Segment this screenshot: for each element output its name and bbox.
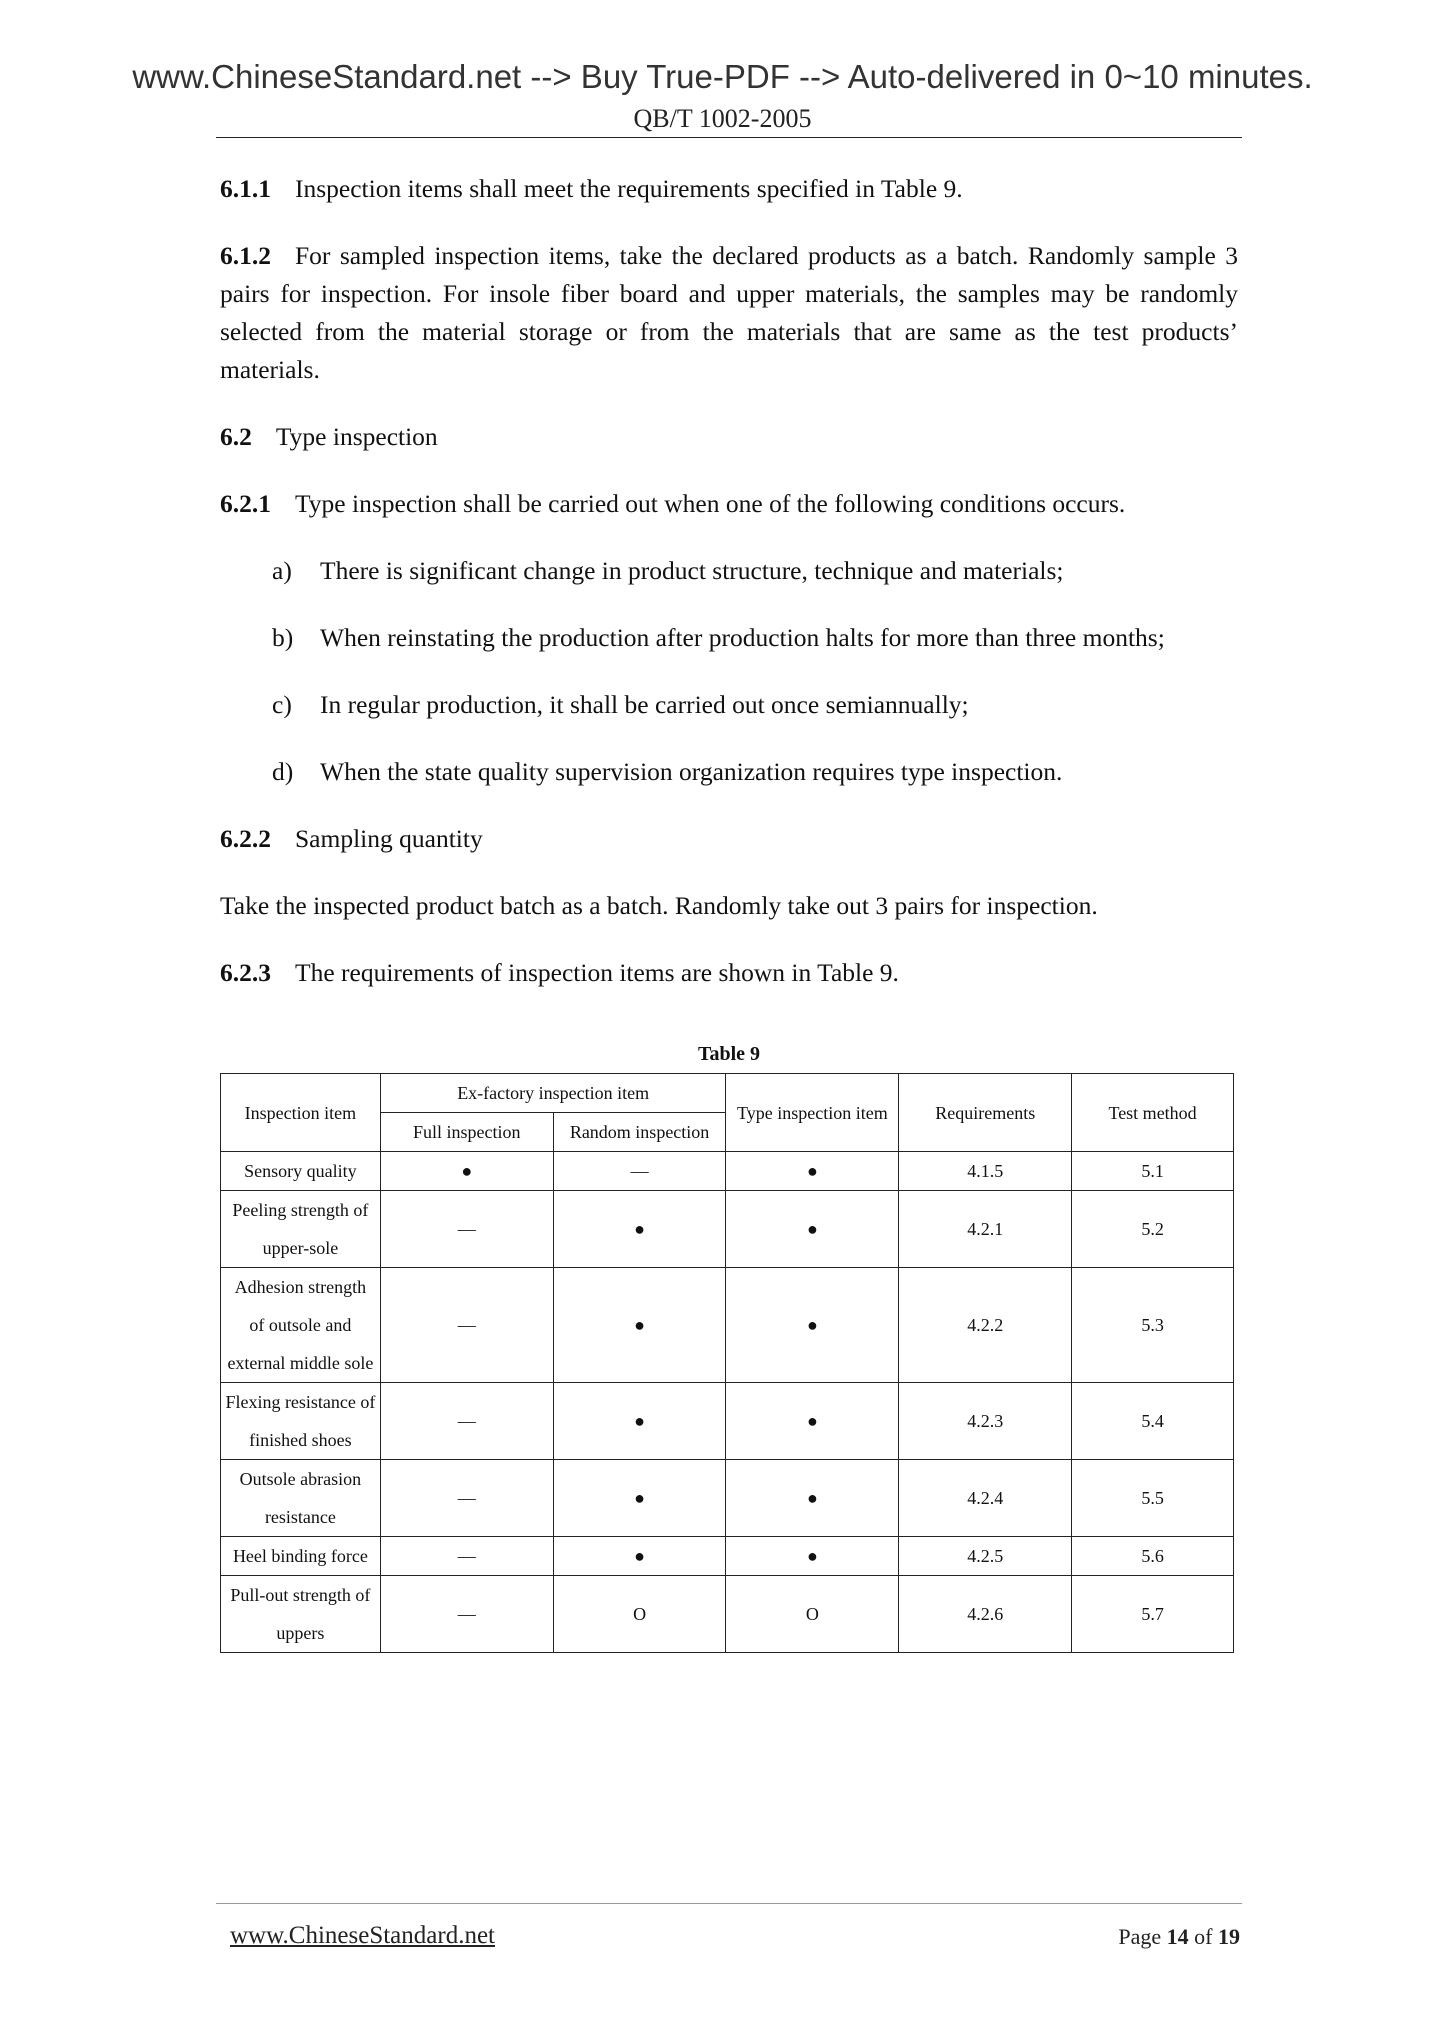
list-label: a) — [272, 556, 292, 585]
row-test-method: 5.3 — [1072, 1268, 1234, 1383]
row-type: O — [726, 1576, 899, 1653]
clause-number: 6.1.1 — [220, 174, 271, 203]
header-ex-factory: Ex-factory inspection item — [380, 1074, 726, 1113]
row-type: ● — [726, 1383, 899, 1460]
document-number: QB/T 1002-2005 — [633, 104, 812, 133]
clause-6-1-2 — [220, 237, 1238, 389]
row-type: ● — [726, 1537, 899, 1576]
clause-6-2-2 — [220, 820, 1238, 858]
clause-number: 6.1.2 — [220, 241, 271, 270]
row-test-method: 5.4 — [1072, 1383, 1234, 1460]
table-row — [221, 1576, 1234, 1653]
row-type: ● — [726, 1268, 899, 1383]
page-word: Page — [1118, 1924, 1162, 1949]
table-body — [221, 1152, 1234, 1653]
row-full: — — [380, 1576, 553, 1653]
row-full: — — [380, 1383, 553, 1460]
clause-number: 6.2 — [220, 422, 252, 451]
table-row — [221, 1537, 1234, 1576]
row-type: ● — [726, 1191, 899, 1268]
of-word: of — [1194, 1924, 1213, 1949]
row-random: ● — [553, 1460, 726, 1537]
row-item: Peeling strength of upper-sole — [221, 1191, 381, 1268]
row-full: — — [380, 1268, 553, 1383]
table-header-row — [221, 1074, 1234, 1113]
header-full-inspection: Full inspection — [380, 1113, 553, 1152]
clause-number: 6.2.3 — [220, 958, 271, 987]
table-row — [221, 1191, 1234, 1268]
list-label: c) — [272, 690, 292, 719]
clause-6-2 — [220, 418, 1238, 456]
footer-link[interactable]: www.ChineseStandard.net — [230, 1922, 495, 1949]
row-test-method: 5.7 — [1072, 1576, 1234, 1653]
row-random: ● — [553, 1383, 726, 1460]
list-text: In regular production, it shall be carried out once semiannually; — [320, 690, 969, 719]
row-requirement: 4.1.5 — [899, 1152, 1072, 1191]
list-item — [272, 619, 1238, 657]
clause-text: For sampled inspection items, take the declared products as a batch. Randomly sample 3 pairs for inspection. For insole fiber board and upper materials, the samples may be randomly selected from the material storage or from the materials that are same as the test products’ materials. — [220, 241, 1238, 384]
inspection-table — [220, 1073, 1234, 1653]
row-random: ● — [553, 1268, 726, 1383]
list-text: When the state quality supervision organization requires type inspection. — [320, 757, 1063, 786]
table-row — [221, 1152, 1234, 1191]
clause-text: The requirements of inspection items are shown in Table 9. — [295, 958, 899, 987]
table-title: Table 9 — [697, 1043, 761, 1065]
row-item: Adhesion strength of outsole and external middle sole — [221, 1268, 381, 1383]
row-random: ● — [553, 1191, 726, 1268]
clause-6-2-2-body: Take the inspected product batch as a batch. Randomly take out 3 pairs for inspection. — [220, 891, 1098, 920]
row-test-method: 5.1 — [1072, 1152, 1234, 1191]
page-indicator — [1118, 1924, 1240, 1950]
row-requirement: 4.2.2 — [899, 1268, 1072, 1383]
list-text: When reinstating the production after production halts for more than three months; — [320, 623, 1165, 652]
clause-text: Inspection items shall meet the requirements specified in Table 9. — [295, 174, 963, 203]
list-item — [272, 552, 1238, 590]
row-type: ● — [726, 1460, 899, 1537]
list-label: b) — [272, 623, 294, 652]
list-item — [272, 753, 1238, 791]
row-test-method: 5.2 — [1072, 1191, 1234, 1268]
row-full: — — [380, 1191, 553, 1268]
row-requirement: 4.2.5 — [899, 1537, 1072, 1576]
header-test-method: Test method — [1072, 1074, 1234, 1152]
clause-text: Sampling quantity — [295, 824, 483, 853]
clause-text: Type inspection shall be carried out when one of the following conditions occurs. — [295, 489, 1126, 518]
row-item: Flexing resistance of finished shoes — [221, 1383, 381, 1460]
table-row — [221, 1460, 1234, 1537]
clause-6-2-1 — [220, 485, 1238, 523]
clause-text: Type inspection — [275, 422, 438, 451]
row-requirement: 4.2.3 — [899, 1383, 1072, 1460]
row-full: — — [380, 1460, 553, 1537]
document-body — [220, 170, 1238, 1021]
clause-6-2-3 — [220, 954, 1238, 992]
table-row — [221, 1383, 1234, 1460]
row-item: Heel binding force — [221, 1537, 381, 1576]
row-item: Outsole abrasion resistance — [221, 1460, 381, 1537]
row-test-method: 5.5 — [1072, 1460, 1234, 1537]
row-type: ● — [726, 1152, 899, 1191]
row-requirement: 4.2.4 — [899, 1460, 1072, 1537]
row-item: Sensory quality — [221, 1152, 381, 1191]
header-random-inspection: Random inspection — [553, 1113, 726, 1152]
list-label: d) — [272, 757, 294, 786]
header-type-inspection: Type inspection item — [726, 1074, 899, 1152]
clause-6-1-1 — [220, 170, 1238, 208]
clause-number: 6.2.1 — [220, 489, 271, 518]
table-row — [221, 1268, 1234, 1383]
row-requirement: 4.2.6 — [899, 1576, 1072, 1653]
top-banner: www.ChineseStandard.net --> Buy True-PDF --> Auto-delivered in 0~10 minutes. — [132, 58, 1313, 95]
row-random: O — [553, 1576, 726, 1653]
header-requirements: Requirements — [899, 1074, 1072, 1152]
header-divider — [216, 137, 1242, 138]
row-random: — — [553, 1152, 726, 1191]
row-full: — — [380, 1537, 553, 1576]
row-item: Pull-out strength of uppers — [221, 1576, 381, 1653]
page-total: 19 — [1218, 1924, 1240, 1949]
row-test-method: 5.6 — [1072, 1537, 1234, 1576]
row-random: ● — [553, 1537, 726, 1576]
clause-number: 6.2.2 — [220, 824, 271, 853]
row-full: ● — [380, 1152, 553, 1191]
row-requirement: 4.2.1 — [899, 1191, 1072, 1268]
list-text: There is significant change in product structure, technique and materials; — [320, 556, 1064, 585]
list-item — [272, 686, 1238, 724]
page-number: 14 — [1166, 1924, 1189, 1949]
header-inspection-item: Inspection item — [221, 1074, 381, 1152]
footer-divider — [216, 1903, 1242, 1904]
